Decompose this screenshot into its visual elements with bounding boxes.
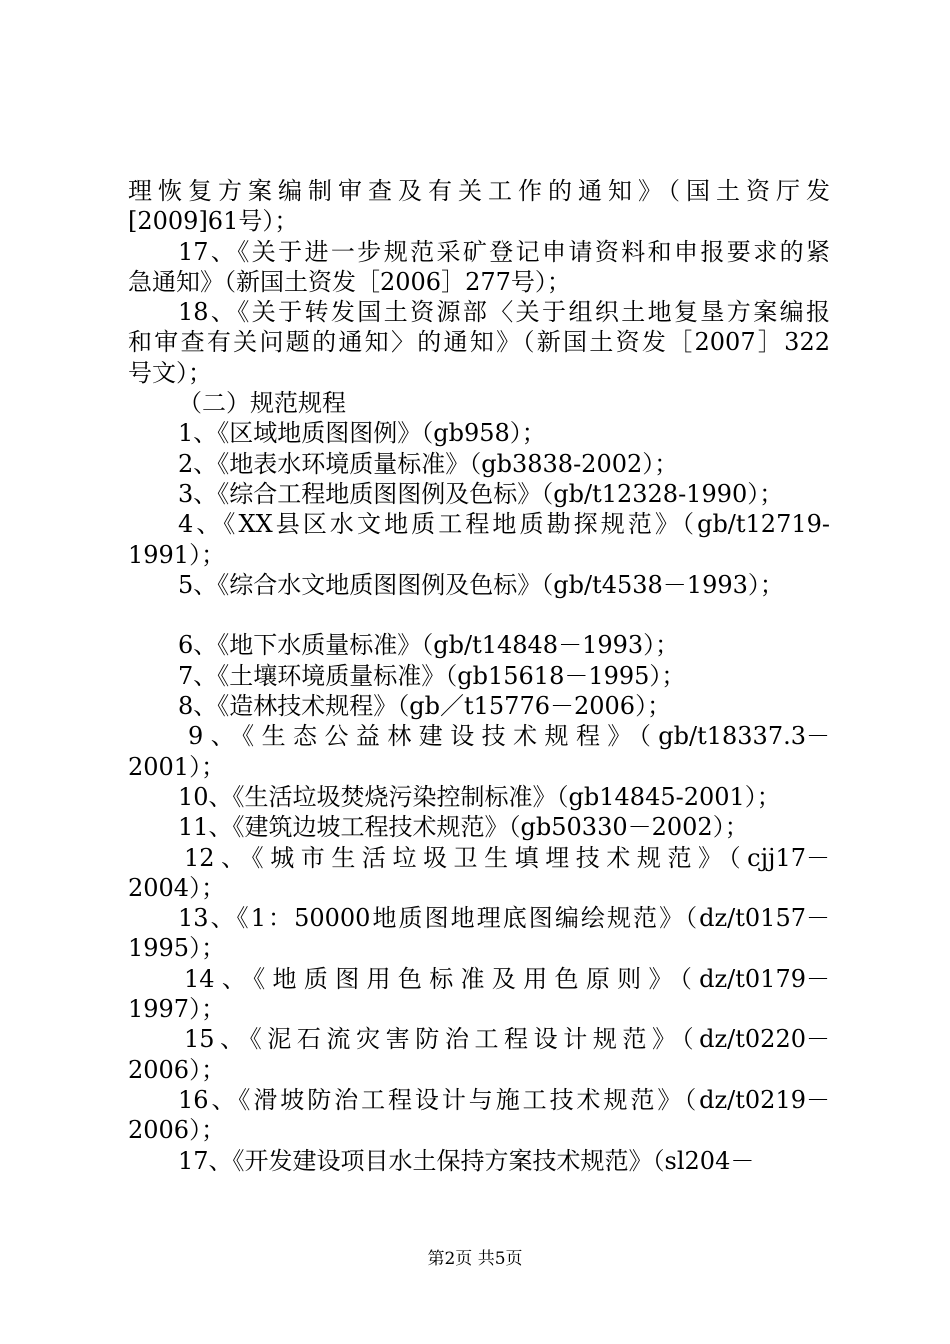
blank-line — [128, 600, 830, 630]
list-item: 6、《地下水质量标准》（gb/t14848－1993）； — [178, 631, 680, 660]
text-line: 2001）； — [128, 752, 226, 781]
list-item: 3、《综合工程地质图图例及色标》（gb/t12328-1990）； — [178, 479, 784, 508]
text-line: 2006）； — [128, 1055, 226, 1084]
text-line: 2004）； — [128, 873, 226, 902]
text-line: [2009]61号）； — [128, 207, 299, 236]
list-item: 13、《1：50000地质图地理底图编绘规范》（dz/t0157－ — [178, 904, 830, 933]
text-line: 2006）； — [128, 1116, 226, 1145]
text-line: 号文）； — [128, 358, 212, 387]
list-item: 7、《土壤环境质量标准》（gb15618－1995）； — [178, 661, 686, 690]
text-line: 和审查有关问题的通知〉的通知》（新国土资发［2007］322 — [128, 328, 830, 357]
list-item: 5、《综合水文地质图图例及色标》（gb/t4538－1993）； — [178, 570, 784, 599]
list-item: 15、《泥石流灾害防治工程设计规范》（dz/t0220－ — [184, 1025, 830, 1054]
text-line: 急通知》（新国土资发［2006］277号）； — [128, 267, 571, 296]
document-body — [128, 176, 830, 1176]
list-item: 9、《生态公益林建设技术规程》（gb/t18337.3－ — [188, 722, 830, 751]
list-item: 17、《开发建设项目水土保持方案技术规范》（sl204－ — [178, 1146, 755, 1175]
list-item: 8、《造林技术规程》（gb／t15776－2006）； — [178, 692, 672, 721]
list-item: 12、《城市生活垃圾卫生填埋技术规范》（cjj17－ — [184, 843, 830, 872]
list-item: 16、《滑坡防治工程设计与施工技术规范》（dz/t0219－ — [178, 1085, 830, 1114]
list-item: 14、《地质图用色标准及用色原则》（dz/t0179－ — [184, 964, 830, 993]
list-item: 11、《建筑边坡工程技术规范》（gb50330－2002）； — [178, 813, 749, 842]
text-line: 18、《关于转发国土资源部〈关于组织土地复垦方案编报 — [178, 298, 830, 327]
text-line: 1995）； — [128, 934, 226, 963]
text-line: 1997）； — [128, 995, 226, 1024]
section-heading: （二）规范规程 — [178, 389, 346, 418]
page-footer: 第2页 共5页 — [427, 1249, 523, 1269]
list-item: 1、《区域地质图图例》（gb958）； — [178, 419, 546, 448]
list-item: 4、《XX县区水文地质工程地质勘探规范》（gb/t12719- — [178, 510, 830, 539]
text-line: 17、《关于进一步规范采矿登记申请资料和申报要求的紧 — [178, 237, 830, 266]
text-line: 1991）； — [128, 540, 226, 569]
list-item: 10、《生活垃圾焚烧污染控制标准》（gb14845-2001）； — [178, 782, 781, 811]
list-item: 2、《地表水环境质量标准》（gb3838-2002）； — [178, 449, 679, 478]
text-line: 理恢复方案编制审查及有关工作的通知》（国土资厅发 — [128, 177, 830, 205]
